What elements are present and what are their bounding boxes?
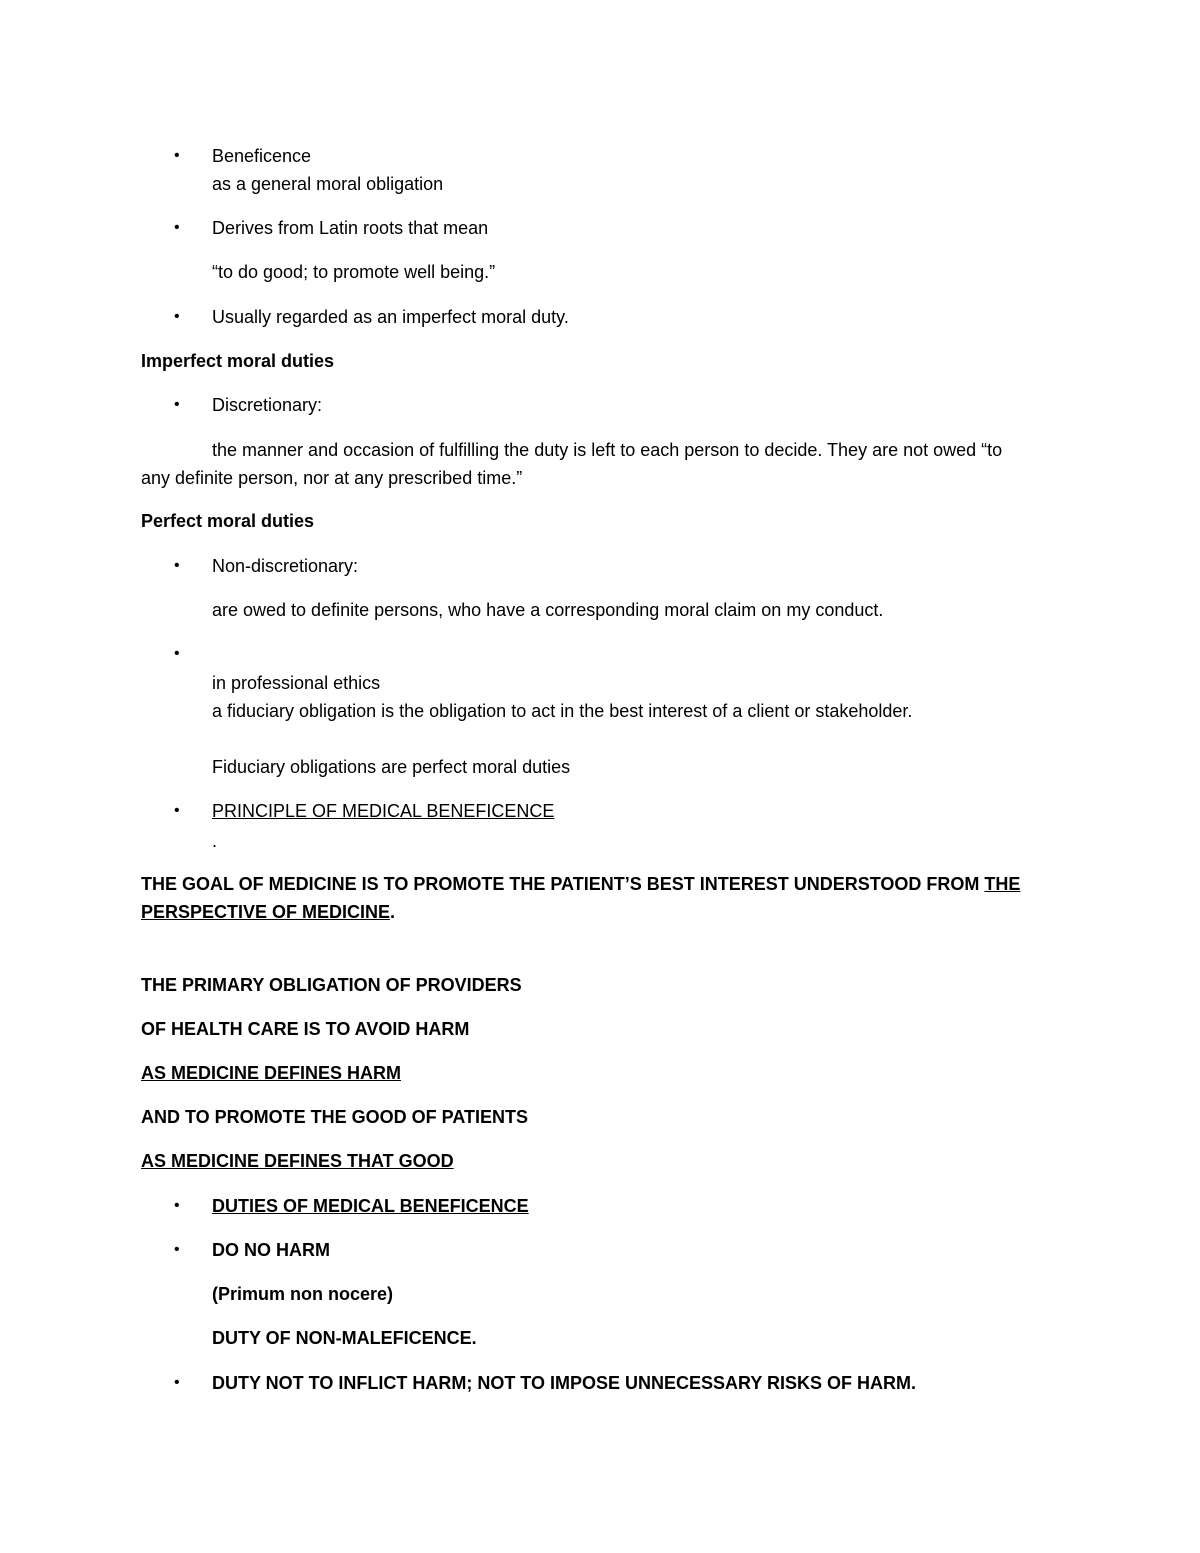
primum-non-nocere: (Primum non nocere) bbox=[212, 1284, 394, 1304]
goal-text-part4: . bbox=[390, 902, 396, 922]
duty-not-to-inflict-harm: DUTY NOT TO INFLICT HARM; NOT TO IMPOSE UNNECESSARY RISKS OF HARM. bbox=[212, 1373, 917, 1393]
goal-text-part3: PERSPECTIVE OF MEDICINE bbox=[141, 902, 391, 922]
goal-of-medicine-line1 bbox=[141, 873, 1020, 895]
latin-roots-quote: “to do good; to promote well being.” bbox=[212, 262, 496, 282]
goal-of-medicine-line2 bbox=[141, 901, 395, 923]
primary-obligation-2: OF HEALTH CARE IS TO AVOID HARM bbox=[141, 1019, 470, 1039]
primary-obligation-4: AND TO PROMOTE THE GOOD OF PATIENTS bbox=[141, 1107, 529, 1127]
bullet-marker: • bbox=[174, 1241, 180, 1258]
discretionary-paragraph: the manner and occasion of fulfilling the duty is left to each person to decide. They are not owed “to any definite person, nor at any prescribed time.” bbox=[141, 440, 1003, 488]
bullet-marker: • bbox=[174, 396, 180, 413]
bullet-marker: • bbox=[174, 147, 180, 164]
bullet-marker: • bbox=[174, 645, 180, 662]
primary-obligation-3: AS MEDICINE DEFINES HARM bbox=[141, 1063, 402, 1083]
bullet-marker: • bbox=[174, 802, 180, 819]
duties-medical-beneficence: DUTIES OF MEDICAL BENEFICENCE bbox=[212, 1196, 529, 1216]
bullet-marker: • bbox=[174, 557, 180, 574]
beneficence-title: Beneficence bbox=[212, 146, 312, 166]
fiduciary-definition: a fiduciary obligation is the obligation to act in the best interest of a client or stakeholder. bbox=[212, 701, 913, 721]
professional-ethics-text: in professional ethics bbox=[212, 673, 381, 693]
do-no-harm: DO NO HARM bbox=[212, 1240, 330, 1260]
beneficence-subtitle: as a general moral obligation bbox=[212, 174, 444, 194]
dot-text: . bbox=[212, 831, 218, 851]
heading-perfect-duties: Perfect moral duties bbox=[141, 511, 315, 531]
fiduciary-perfect-text: Fiduciary obligations are perfect moral duties bbox=[212, 757, 571, 777]
bullet-marker: • bbox=[174, 219, 180, 236]
discretionary-label: Discretionary: bbox=[212, 395, 323, 415]
bullet-marker: • bbox=[174, 308, 180, 325]
duty-non-maleficence: DUTY OF NON-MALEFICENCE. bbox=[212, 1328, 477, 1348]
principle-medical-beneficence: PRINCIPLE OF MEDICAL BENEFICENCE bbox=[212, 801, 555, 821]
goal-text-part2: THE bbox=[984, 874, 1021, 894]
non-discretionary-label: Non-discretionary: bbox=[212, 556, 359, 576]
bullet-marker: • bbox=[174, 1197, 180, 1214]
primary-obligation-5: AS MEDICINE DEFINES THAT GOOD bbox=[141, 1151, 454, 1171]
imperfect-duty-text: Usually regarded as an imperfect moral duty. bbox=[212, 307, 569, 327]
bullet-marker: • bbox=[174, 1374, 180, 1391]
heading-imperfect-duties: Imperfect moral duties bbox=[141, 351, 335, 371]
non-discretionary-text: are owed to definite persons, who have a corresponding moral claim on my conduct. bbox=[212, 600, 884, 620]
latin-roots-text: Derives from Latin roots that mean bbox=[212, 218, 489, 238]
goal-text-part1: THE GOAL OF MEDICINE IS TO PROMOTE THE PATIENT’S BEST INTEREST UNDERSTOOD FROM bbox=[141, 874, 985, 894]
primary-obligation-1: THE PRIMARY OBLIGATION OF PROVIDERS bbox=[141, 975, 522, 995]
